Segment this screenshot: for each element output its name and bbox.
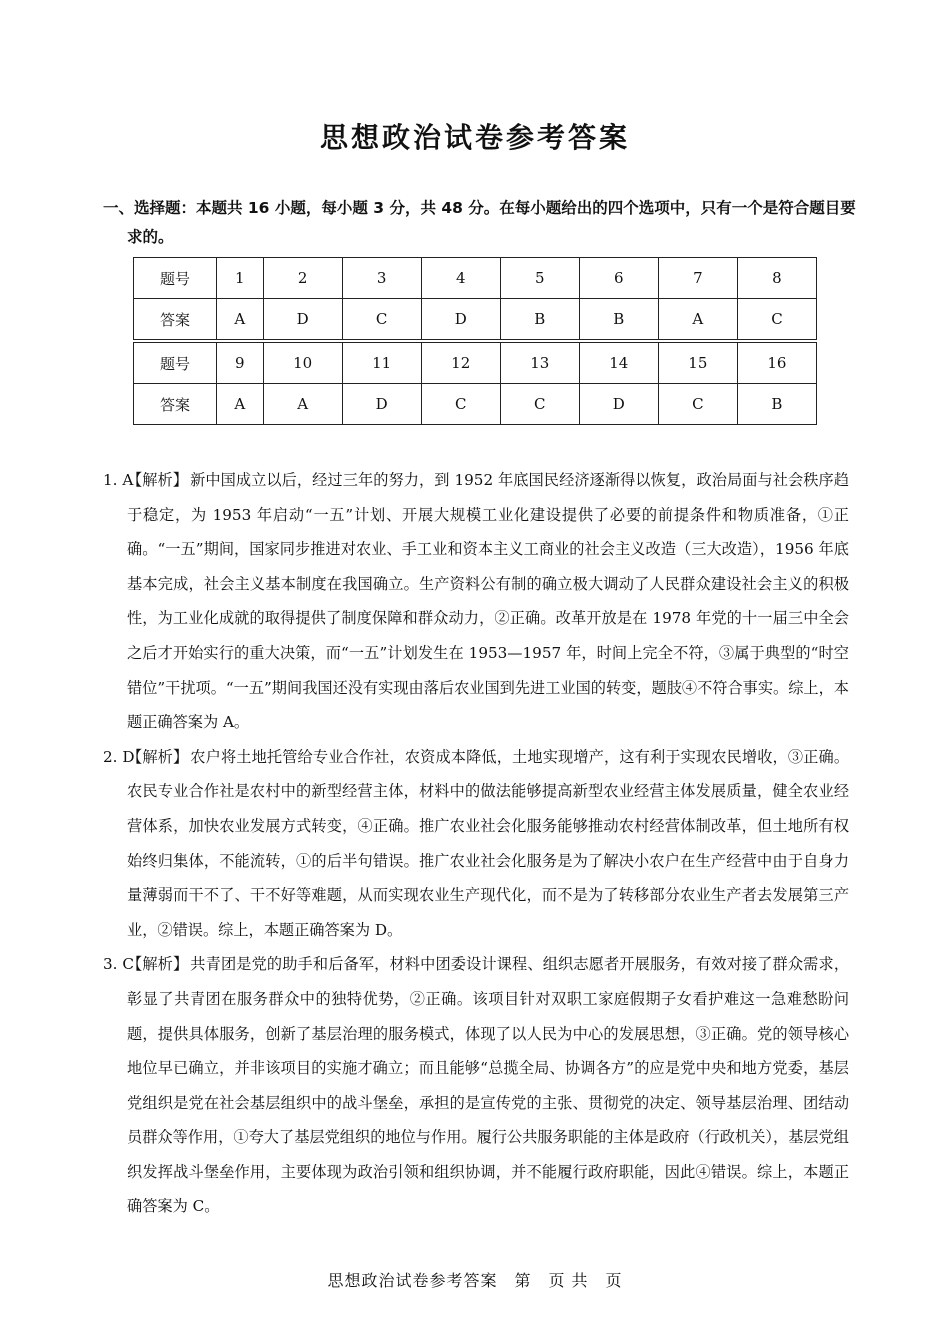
table-cell: 14 [579, 341, 658, 384]
table-cell: C [342, 299, 421, 342]
explanation-list [103, 463, 849, 1224]
analysis-tag: 【解析】 [127, 955, 189, 974]
row-head-answer: 答案 [134, 299, 217, 342]
table-cell: D [342, 384, 421, 425]
table-cell: 9 [217, 341, 264, 384]
item-number: 3. C [103, 955, 134, 974]
explanation-item-1 [103, 463, 849, 740]
analysis-tag: 【解析】 [127, 747, 189, 766]
section-heading-line2: 求的。 [127, 228, 174, 246]
table-cell: 16 [737, 341, 816, 384]
explanation-item-2 [103, 740, 849, 948]
table-cell: 1 [217, 258, 264, 299]
table-row-a1 [134, 299, 817, 342]
analysis-tag: 【解析】 [127, 471, 189, 489]
section-heading-line1: 一、选择题：本题共 16 小题，每小题 3 分，共 48 分。在每小题给出的四个选项中，只有一个是符合题目要 [103, 199, 856, 217]
table-cell: 8 [737, 258, 816, 299]
item-text: 新中国成立以后，经过三年的努力，到 1952 年底国民经济逐渐得以恢复，政治局面与社会秩序趋于稳定，为 1953 年启动“一五”计划、开展大规模工业化建设提供了必要的前提条件和物质准备，①正确。“一五”期间，国家同步推进对农业、手工业和资本主义工商业的社会主义改造（三大改造），1956 年底基本完成，社会主义基本制度在我国确立。生产资料公有制的确立极大调动了人民群众建设社会主义的积极性，为工业化成就的取得提供了制度保障和群众动力，②正确。改革开放是在 1978 年党的十一届三中全会之后才开始实行的重大决策，而“一五”计划发生在 1953—1957 年，时间上完全不符，③属于典型的“时空错位”干扰项。“一五”期间我国还没有实现由落后农业国到先进工业国的转变，题肢④不符合事实。综上，本题正确答案为 A。 [127, 471, 850, 732]
table-cell: 10 [263, 341, 342, 384]
item-text: 农户将土地托管给专业合作社，农资成本降低，土地实现增产，这有利于实现农民增收，③正确。农民专业合作社是农村中的新型经营主体，材料中的做法能够提高新型农业经营主体发展质量，健全农业经营体系，加快农业发展方式转变，④正确。推广农业社会化服务能够推动农村经营体制改革，但土地所有权始终归集体，不能流转，①的后半句错误。推广农业社会化服务是为了解决小农户在生产经营中由于自身力量薄弱而干不了、干不好等难题，从而实现农业生产现代化，而不是为了转移部分农业生产者去发展第三产业，②错误。综上，本题正确答案为 D。 [127, 747, 850, 939]
item-number: 1. A [103, 471, 134, 489]
row-head-answer: 答案 [134, 384, 217, 425]
table-cell: A [217, 384, 264, 425]
table-cell: 15 [658, 341, 737, 384]
table-cell: C [658, 384, 737, 425]
table-cell: 4 [421, 258, 500, 299]
table-cell: A [217, 299, 264, 342]
table-cell: 6 [579, 258, 658, 299]
item-text: 共青团是党的助手和后备军，材料中团委设计课程、组织志愿者开展服务，有效对接了群众需求，彰显了共青团在服务群众中的独特优势，②正确。该项目针对双职工家庭假期子女看护难这一急难愁盼问题，提供具体服务，创新了基层治理的服务模式，体现了以人民为中心的发展思想，③正确。党的领导核心地位早已确立，并非该项目的实施才确立；而且能够“总揽全局、协调各方”的应是党中央和地方党委，基层党组织是党在社会基层组织中的战斗堡垒，承担的是宣传党的主张、贯彻党的决定、领导基层治理、团结动员群众等作用，①夸大了基层党组织的地位与作用。履行公共服务职能的主体是政府（行政机关），基层党组织发挥战斗堡垒作用，主要体现为政治引领和组织协调，并不能履行政府职能，因此④错误。综上，本题正确答案为 C。 [127, 955, 850, 1216]
answer-table [133, 257, 817, 425]
table-cell: 11 [342, 341, 421, 384]
item-number: 2. D [103, 747, 135, 766]
table-cell: 2 [263, 258, 342, 299]
table-row-q2 [134, 341, 817, 384]
table-cell: D [421, 299, 500, 342]
table-cell: A [263, 384, 342, 425]
table-cell: 7 [658, 258, 737, 299]
page-title: 思想政治试卷参考答案 [319, 121, 630, 154]
row-head-question: 题号 [134, 258, 217, 299]
page-footer: 思想政治试卷参考答案 第 页 共 页 [327, 1271, 623, 1290]
row-head-question: 题号 [134, 341, 217, 384]
table-cell: C [500, 384, 579, 425]
table-cell: A [658, 299, 737, 342]
table-cell: C [421, 384, 500, 425]
table-cell: 5 [500, 258, 579, 299]
table-row-q1 [134, 258, 817, 299]
table-cell: D [263, 299, 342, 342]
explanation-item-3 [103, 947, 849, 1224]
section-heading [103, 194, 863, 252]
table-cell: 3 [342, 258, 421, 299]
table-cell: D [579, 384, 658, 425]
table-cell: 12 [421, 341, 500, 384]
table-row-a2 [134, 384, 817, 425]
table-cell: B [737, 384, 816, 425]
table-cell: B [500, 299, 579, 342]
table-cell: 13 [500, 341, 579, 384]
table-cell: B [579, 299, 658, 342]
table-cell: C [737, 299, 816, 342]
